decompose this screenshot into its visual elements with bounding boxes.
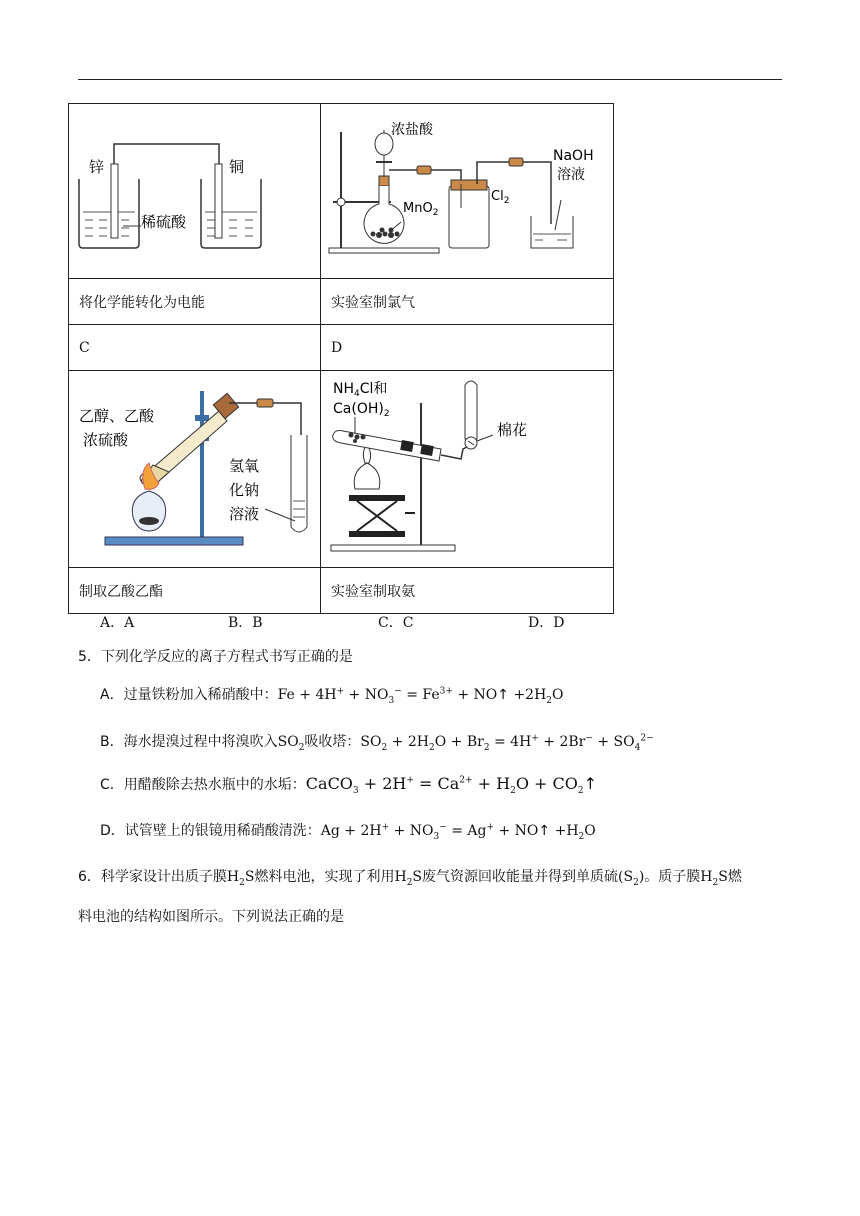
galvanic-cell-diagram (69, 104, 319, 274)
copper-label: 铜 (229, 158, 245, 176)
calcium-hydroxide-label: $Ca(OH)_2$ (333, 401, 390, 419)
naoh-label: NaOH (553, 148, 594, 164)
caption-d: 实验室制取氨 (321, 568, 614, 614)
cell-ammonia-apparatus (321, 371, 614, 568)
q4-option-b[interactable]: B．B (228, 615, 263, 631)
caption-a: 将化学能转化为电能 (69, 279, 321, 325)
q4-option-d[interactable]: D．D (528, 615, 565, 631)
header-rule (78, 79, 782, 80)
conc-hcl-label: 浓盐酸 (391, 122, 433, 138)
ester-apparatus-diagram (69, 371, 319, 563)
caption-c: 制取乙酸乙酯 (69, 568, 321, 614)
q6-stem-line1: 6．科学家设计出质子膜$H_2S$燃料电池，实现了利用$H_2S$废气资源回收能量并得到单质硫$(S_2)$。质子膜$H_2S$燃 (78, 869, 742, 888)
ethanol-acid-label: 乙醇、乙酸 (79, 407, 155, 425)
cell-ester-apparatus (69, 371, 321, 568)
cl2-label: $Cl_2$ (491, 189, 510, 206)
ammonium-chloride-label: $NH_4Cl$和 (333, 381, 388, 399)
zinc-label: 锌 (89, 158, 105, 176)
q5-option-c[interactable]: C．用醋酸除去热水瓶中的水垢：CaCO$_3$ + $2H^+ = Ca^{2+} + H_2O$ + $CO_2↑$ (100, 774, 598, 797)
ammonia-apparatus-diagram (321, 371, 613, 563)
sodium-hydroxide-label-2: 化钠 (229, 481, 260, 499)
apparatus-table (68, 103, 614, 614)
mno2-label: MnO$_2$ (403, 201, 439, 218)
q4-option-a[interactable]: A．A (100, 615, 135, 631)
q5-option-d[interactable]: D．试管壁上的银镜用稀硝酸清洗：$Ag + 2H^+ + NO_3^- = Ag^+$ + NO↑ $+H_2O$ (100, 822, 596, 842)
sodium-hydroxide-label-1: 氢氧 (229, 457, 260, 475)
dilute-sulfuric-acid-label: 稀硫酸 (141, 213, 187, 231)
sodium-hydroxide-label-3: 溶液 (229, 505, 260, 523)
caption-b: 实验室制氯气 (321, 279, 614, 325)
q5-option-a[interactable]: A．过量铁粉加入稀硝酸中：$Fe + 4H^+ + NO_3^- = Fe^{3+}$ + NO↑ $+2H_2O$ (100, 686, 564, 706)
q5-option-b[interactable]: B．海水提溴过程中将溴吹入$SO_2$吸收塔：$SO_2 + 2H_2O + Br_2 = 4H^+ + 2Br^- + SO_4^{2-}$ (100, 733, 654, 753)
header-d: D (321, 325, 614, 371)
solution-label: 溶液 (557, 167, 585, 183)
header-c: C (69, 325, 321, 371)
q5-stem: 5．下列化学反应的离子方程式书写正确的是 (78, 649, 353, 665)
conc-sulfuric-label: 浓硫酸 (83, 431, 129, 449)
chlorine-apparatus-diagram (321, 104, 613, 274)
cell-galvanic-cell (69, 104, 321, 279)
q6-stem-line2: 料电池的结构如图所示。下列说法正确的是 (78, 909, 344, 925)
cell-chlorine-apparatus (321, 104, 614, 279)
cotton-label: 棉花 (497, 421, 528, 439)
q4-option-c[interactable]: C．C (378, 615, 414, 631)
